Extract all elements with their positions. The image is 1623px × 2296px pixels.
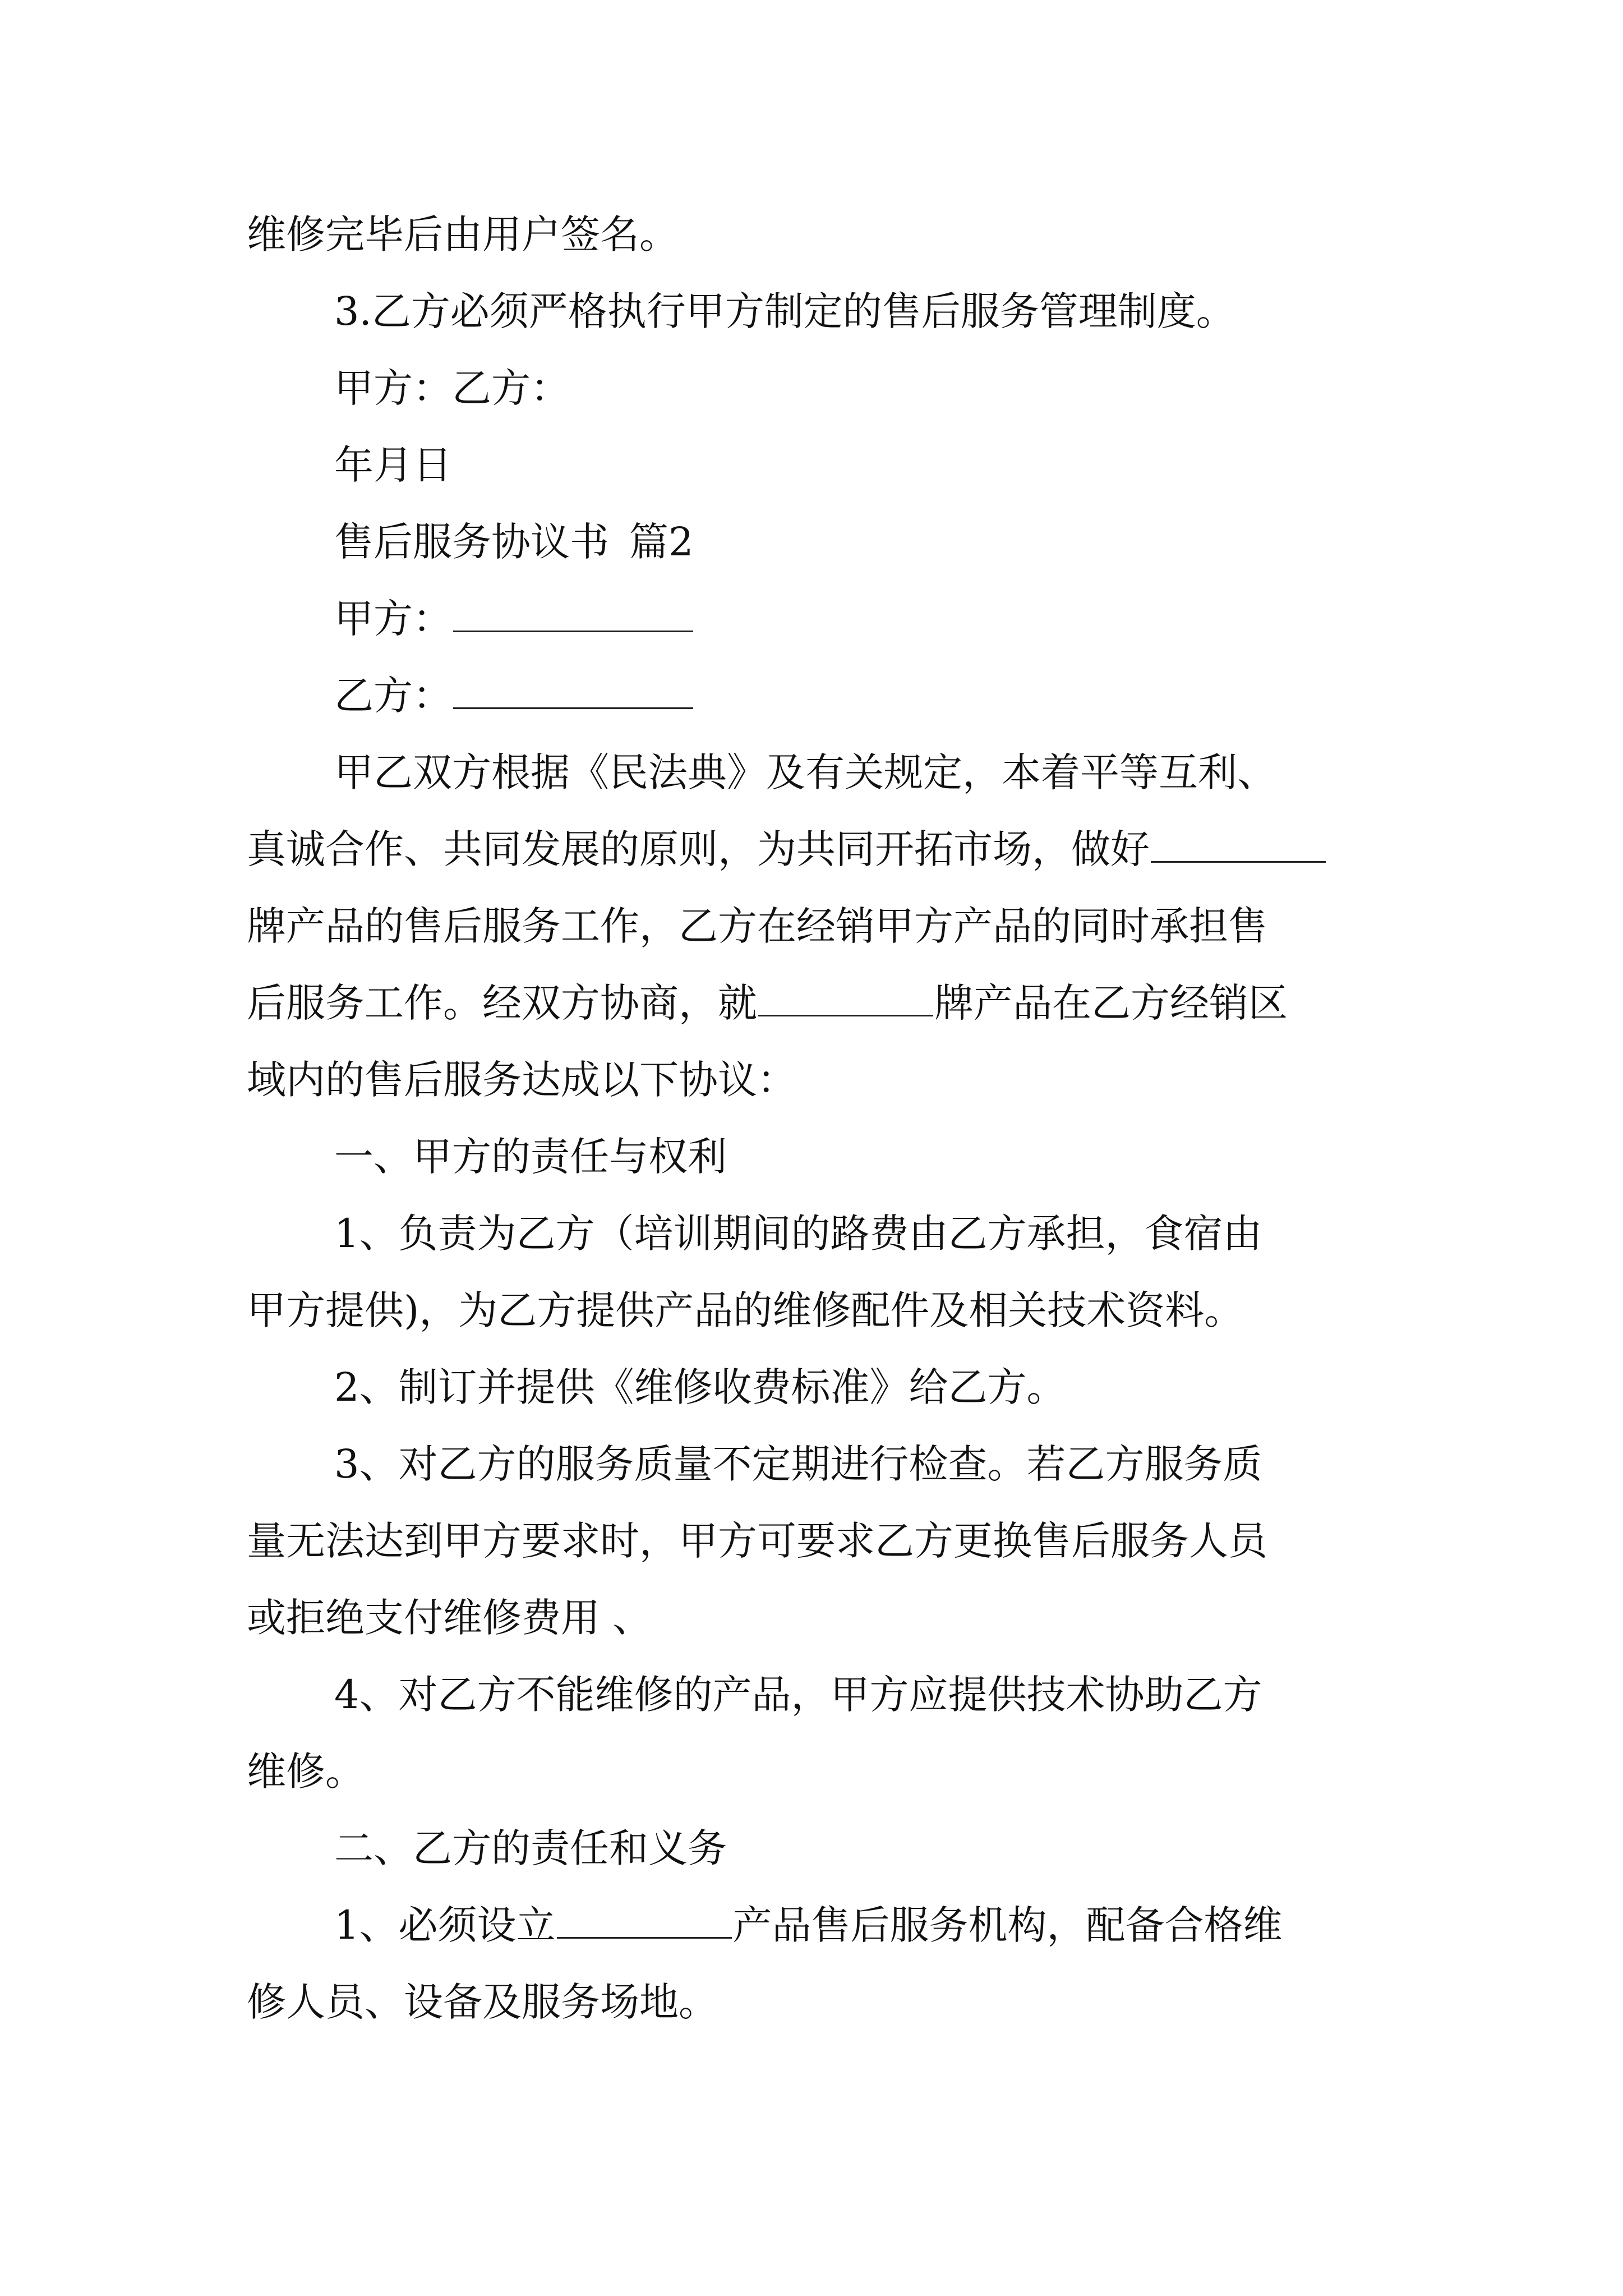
item-line bbox=[247, 1426, 1380, 1503]
item-text: 或拒绝支付维修费用 、 bbox=[247, 1595, 652, 1641]
item-text: 1、必须设立 bbox=[334, 1902, 556, 1948]
paragraph-text: 甲乙双方根据《民法典》及有关规定，本着平等互利、 bbox=[334, 749, 1276, 795]
party-b-label: 乙方： bbox=[334, 673, 452, 719]
agreement-title: 售后服务协议书 bbox=[334, 519, 609, 565]
item-text: 产品售后服务机构，配备合格维 bbox=[732, 1902, 1283, 1948]
paragraph-line bbox=[247, 734, 1380, 811]
item-line bbox=[247, 1580, 1380, 1657]
paragraph-line bbox=[247, 965, 1380, 1042]
party-b-line bbox=[247, 657, 1380, 734]
item-line bbox=[247, 1657, 1380, 1733]
party-b-blank bbox=[453, 669, 693, 709]
item-line bbox=[247, 1195, 1380, 1272]
paragraph-text: 牌产品在乙方经销区 bbox=[934, 980, 1288, 1026]
signature-parties bbox=[247, 350, 1380, 427]
paragraph-line bbox=[247, 1042, 1380, 1119]
text-line bbox=[247, 196, 1380, 273]
line-text: 维修完毕后由用户签名。 bbox=[247, 211, 679, 257]
clause-text: 3.乙方必须严格执行甲方制定的售后服务管理制度。 bbox=[334, 288, 1235, 334]
section-title bbox=[247, 504, 1380, 581]
clause-3 bbox=[247, 273, 1380, 350]
brand-blank bbox=[1151, 823, 1326, 863]
paragraph-line bbox=[247, 811, 1380, 888]
paragraph-text: 后服务工作。经双方协商，就 bbox=[247, 980, 757, 1026]
section-number: 篇2 bbox=[629, 519, 694, 565]
item-text: 2、制订并提供《维修收费标准》给乙方。 bbox=[334, 1364, 1066, 1410]
product-blank bbox=[557, 1899, 732, 1939]
item-text: 3、对乙方的服务质量不定期进行检查。若乙方服务质 bbox=[334, 1441, 1262, 1487]
item-line bbox=[247, 1964, 1380, 2041]
item-text: 1、负责为乙方（培训期间的路费由乙方承担，食宿由 bbox=[334, 1211, 1262, 1257]
brand-blank bbox=[758, 977, 933, 1016]
document-body bbox=[247, 196, 1380, 2041]
item-line bbox=[247, 1272, 1380, 1349]
item-line bbox=[247, 1349, 1380, 1426]
item-text: 修人员、设备及服务场地。 bbox=[247, 1979, 718, 2025]
party-a-blank bbox=[453, 592, 693, 632]
party-a-label: 甲方： bbox=[334, 596, 452, 642]
parties-text: 甲方：乙方： bbox=[334, 365, 570, 411]
paragraph-text: 真诚合作、共同发展的原则，为共同开拓市场，做好 bbox=[247, 826, 1150, 872]
heading-party-b-duties bbox=[247, 1810, 1380, 1887]
date-text: 年月日 bbox=[334, 442, 452, 488]
paragraph-line bbox=[247, 888, 1380, 965]
item-text: 4、对乙方不能维修的产品，甲方应提供技术协助乙方 bbox=[334, 1672, 1262, 1718]
party-a-line bbox=[247, 581, 1380, 657]
date-line bbox=[247, 427, 1380, 504]
heading-text: 一、甲方的责任与权利 bbox=[334, 1134, 727, 1180]
heading-text: 二、乙方的责任和义务 bbox=[334, 1825, 727, 1871]
item-line bbox=[247, 1733, 1380, 1810]
item-text: 维修。 bbox=[247, 1749, 365, 1795]
paragraph-text: 域内的售后服务达成以下协议： bbox=[247, 1057, 796, 1103]
item-line bbox=[247, 1503, 1380, 1580]
item-text: 甲方提供)，为乙方提供产品的维修配件及相关技术资料。 bbox=[247, 1287, 1244, 1333]
heading-party-a-duties bbox=[247, 1119, 1380, 1195]
item-text: 量无法达到甲方要求时，甲方可要求乙方更换售后服务人员 bbox=[247, 1518, 1267, 1564]
item-line bbox=[247, 1887, 1380, 1964]
paragraph-text: 牌产品的售后服务工作，乙方在经销甲方产品的同时承担售 bbox=[247, 903, 1267, 949]
